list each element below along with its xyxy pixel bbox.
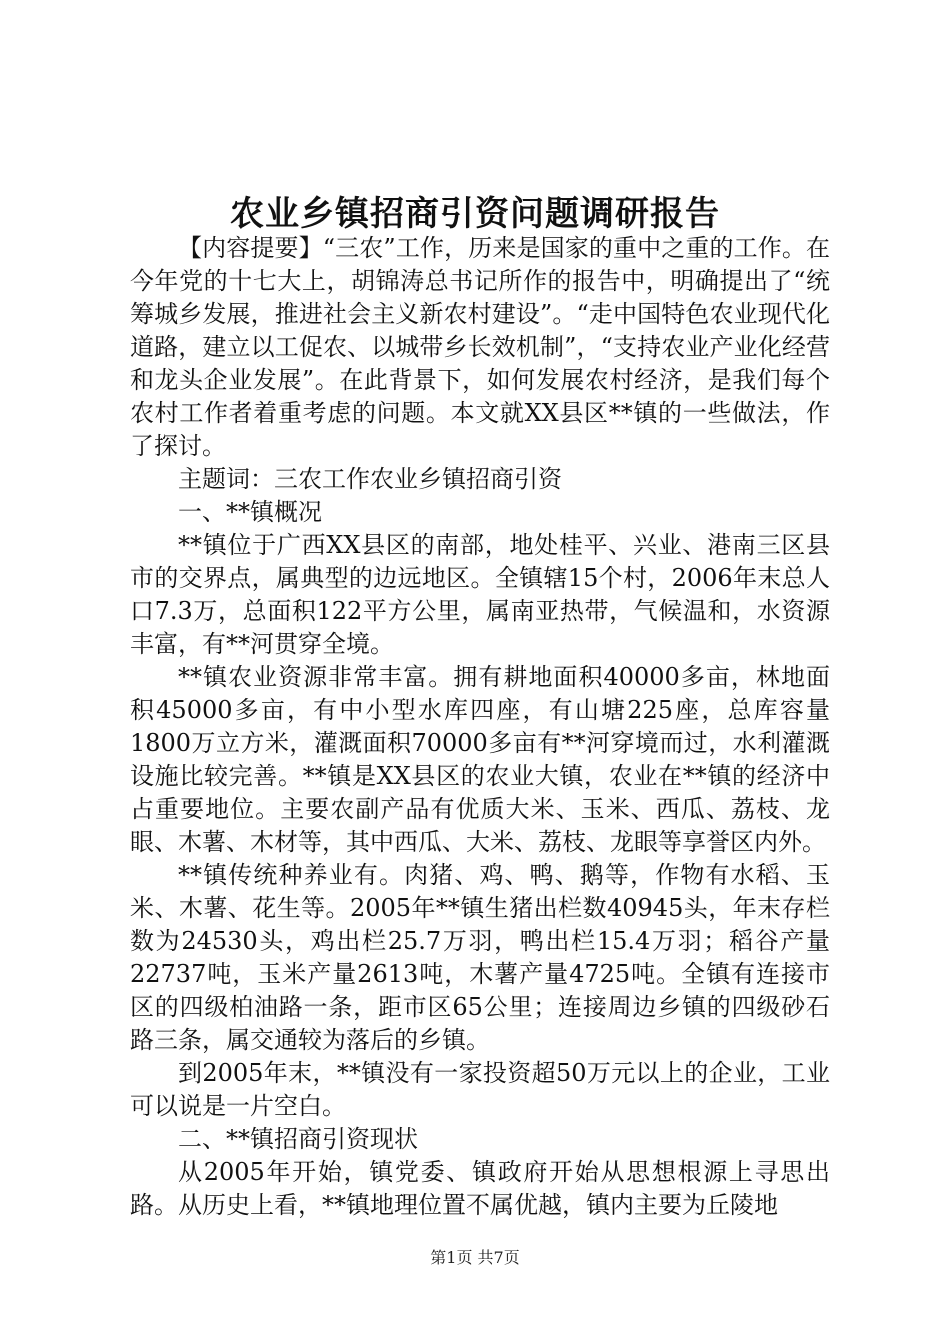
paragraph-status: 从2005年开始，镇党委、镇政府开始从思想根源上寻思出路。从历史上看，**镇地理位置不属优越，镇内主要为丘陵地 xyxy=(130,1158,830,1219)
document-body xyxy=(130,232,830,1222)
page-footer: 第1页 共7页 xyxy=(430,1248,520,1267)
section-heading-2: 二、**镇招商引资现状 xyxy=(178,1125,418,1153)
section-heading-1: 一、**镇概况 xyxy=(178,498,322,526)
paragraph-summary: 【内容提要】“三农”工作，历来是国家的重中之重的工作。在今年党的十七大上，胡锦涛总书记所作的报告中，明确提出了“统筹城乡发展，推进社会主义新农村建设”。“走中国特色农业现代化道路，建立以工促农、以城带乡长效机制”，“支持农业产业化经营和龙头企业发展”。在此背景下，如何发展农村经济，是我们每个农村工作者着重考虑的问题。本文就XX县区**镇的一些做法，作了探讨。 xyxy=(130,234,830,460)
paragraph-industry: 到2005年末，**镇没有一家投资超50万元以上的企业，工业可以说是一片空白。 xyxy=(130,1059,830,1120)
paragraph-keywords: 主题词：三农工作农业乡镇招商引资 xyxy=(178,465,562,493)
paragraph-overview: **镇位于广西XX县区的南部，地处桂平、兴业、港南三区县市的交界点，属典型的边远地区。全镇辖15个村，2006年末总人口7.3万，总面积122平方公里，属南亚热带，气候温和，水资源丰富，有**河贯穿全境。 xyxy=(130,531,830,658)
paragraph-farming: **镇传统种养业有。肉猪、鸡、鸭、鹅等，作物有水稻、玉米、木薯、花生等。2005年**镇生猪出栏数40945头，年末存栏数为24530头，鸡出栏25.7万羽，鸭出栏15.4万羽；稻谷产量22737吨，玉米产量2613吨，木薯产量4725吨。全镇有连接市区的四级柏油路一条，距市区65公里；连接周边乡镇的四级砂石路三条，属交通较为落后的乡镇。 xyxy=(130,861,830,1054)
paragraph-agriculture: **镇农业资源非常丰富。拥有耕地面积40000多亩，林地面积45000多亩，有中小型水库四座，有山塘225座，总库容量1800万立方米，灌溉面积70000多亩有**河穿境而过，水利灌溉设施比较完善。**镇是XX县区的农业大镇，农业在**镇的经济中占重要地位。主要农副产品有优质大米、玉米、西瓜、荔枝、龙眼、木薯、木材等，其中西瓜、大米、荔枝、龙眼等享誉区内外。 xyxy=(130,663,830,856)
document-title: 农业乡镇招商引资问题调研报告 xyxy=(230,194,720,234)
